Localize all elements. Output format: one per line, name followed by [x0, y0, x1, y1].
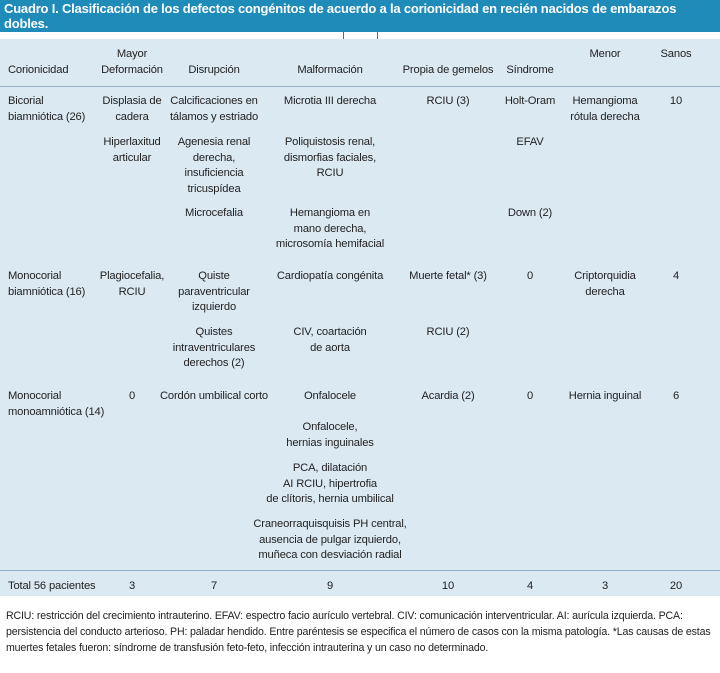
- bicorial-mayor-2: Hiperlaxitud articular: [103, 136, 161, 164]
- monocorial-bi-sindrome: 0: [526, 270, 534, 282]
- monocorial-mono-malformacion-3: PCA, dilatación AI RCIU, hipertrofia de clítoris, hernia umbilical: [266, 462, 394, 505]
- bicorial-sanos: 10: [669, 95, 683, 107]
- tick-mark-left: [343, 32, 344, 39]
- row-label-monocorial-biamniotica: Monocorial biamniótica (16): [8, 270, 86, 298]
- header-disrupcion: Disrupción: [188, 64, 240, 76]
- totals-sindrome: 4: [526, 580, 534, 592]
- bicorial-menor: Hemangioma rótula derecha: [570, 95, 640, 123]
- monocorial-mono-menor: Hernia inguinal: [568, 390, 642, 402]
- monocorial-bi-malformacion-2: CIV, coartación de aorta: [293, 326, 367, 354]
- monocorial-bi-disrupcion-1: Quiste paraventricular izquierdo: [178, 270, 250, 313]
- bicorial-mayor-1: Displasia de cadera: [102, 95, 162, 123]
- header-separator: [0, 86, 720, 87]
- tick-mark-right: [377, 32, 378, 39]
- header-menor: Menor: [589, 48, 621, 60]
- bicorial-sindrome-1: Holt-Oram: [504, 95, 556, 107]
- bicorial-propia: RCIU (3): [426, 95, 470, 107]
- header-malformacion: Malformación: [297, 64, 363, 76]
- monocorial-bi-propia-2: RCIU (2): [426, 326, 470, 338]
- bicorial-malformacion-2: Poliquistosis renal, dismorfias faciales, RCIU: [283, 136, 377, 179]
- totals-mayor: 3: [128, 580, 136, 592]
- totals-menor: 3: [601, 580, 609, 592]
- bicorial-disrupcion-2: Agenesia renal derecha, insuficiencia tricuspídea: [177, 136, 251, 195]
- header-sindrome: Síndrome: [506, 64, 554, 76]
- monocorial-bi-propia-1: Muerte fetal* (3): [409, 270, 487, 282]
- monocorial-mono-disrupcion: Cordón umbilical corto: [159, 390, 268, 402]
- monocorial-bi-mayor: Plagiocefalia, RCIU: [99, 270, 165, 298]
- monocorial-mono-propia: Acardia (2): [421, 390, 475, 402]
- monocorial-bi-sanos: 4: [672, 270, 680, 282]
- totals-disrupcion: 7: [210, 580, 218, 592]
- bicorial-disrupcion-3: Microcefalia: [185, 207, 243, 219]
- table-footnote: RCIU: restricción del crecimiento intrauterino. EFAV: espectro facio aurículo vertebral. CIV: comunicación interventricular. AI: aurícula izquierda. PCA: persistencia del conducto arterioso. PH: paladar hendido. Entre paréntesis se especifica el número de casos con la misma patología. *Las causas de estas muertes fetales fueron: síndrome de transfusión feto-feto, infección intrauterina y un caso no determinado.: [6, 610, 711, 654]
- row-label-monocorial-monoamniotica: Monocorial monoamniótica (14): [8, 390, 105, 418]
- table-title: Cuadro I. Clasificación de los defectos congénitos de acuerdo a la corionicidad en recién nacidos de embarazos dobles.: [0, 0, 720, 32]
- bicorial-malformacion-1: Microtia III derecha: [283, 95, 377, 107]
- bicorial-sindrome-3: Down (2): [507, 207, 553, 219]
- header-sanos: Sanos: [660, 48, 692, 60]
- monocorial-mono-malformacion-4: Craneorraquisquisis PH central, ausencia de pulgar izquierdo, muñeca con desviación radial: [253, 518, 407, 561]
- monocorial-bi-malformacion-1: Cardiopatía congénita: [276, 270, 384, 282]
- totals-label: Total 56 pacientes: [8, 580, 96, 592]
- monocorial-mono-sindrome: 0: [526, 390, 534, 402]
- totals-sanos: 20: [669, 580, 683, 592]
- header-propia-gemelos: Propia de gemelos: [402, 64, 494, 76]
- monocorial-mono-malformacion-2: Onfalocele, hernias inguinales: [286, 421, 374, 449]
- bicorial-sindrome-2: EFAV: [516, 136, 544, 148]
- monocorial-mono-mayor: 0: [128, 390, 136, 402]
- header-corionicidad: Corionicidad: [8, 64, 69, 76]
- totals-propia: 10: [441, 580, 455, 592]
- row-label-bicorial: Bicorial biamniótica (26): [8, 95, 86, 123]
- totals-malformacion: 9: [326, 580, 334, 592]
- bicorial-malformacion-3: Hemangioma en mano derecha, microsomía hemifacial: [275, 207, 385, 250]
- monocorial-mono-sanos: 6: [672, 390, 680, 402]
- bicorial-disrupcion-1: Calcificaciones en tálamos y estriado: [169, 95, 259, 123]
- monocorial-mono-malformacion-1: Onfalocele: [304, 390, 356, 402]
- monocorial-bi-disrupcion-2: Quistes intraventriculares derechos (2): [172, 326, 256, 369]
- totals-separator: [0, 570, 720, 571]
- header-mayor-deformacion: Mayor Deformación: [101, 48, 163, 76]
- monocorial-bi-menor: Criptorquidia derecha: [574, 270, 636, 298]
